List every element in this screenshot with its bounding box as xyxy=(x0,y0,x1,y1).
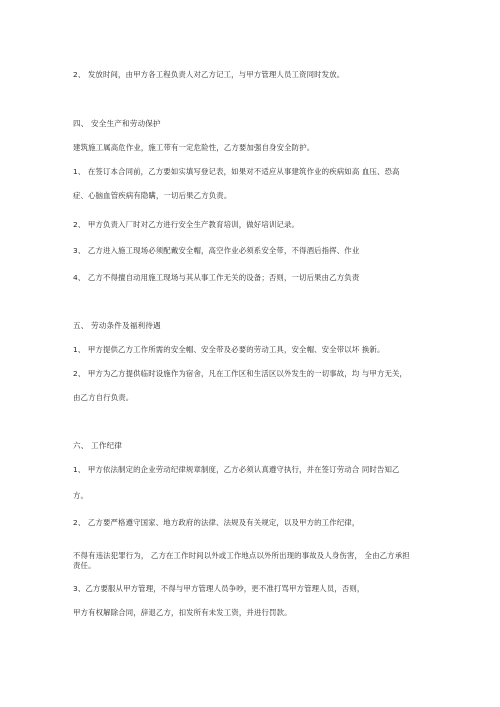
paragraph-line: 3、 乙方进入施工现场必须配戴安全帽，高空作业必须系安全带，不得酒后指挥、作业 xyxy=(73,246,360,255)
paragraph-line: 由乙方自行负责。 xyxy=(73,393,134,402)
paragraph-line: 2、 发放时间，由甲方各工程负责人对乙方记工，与甲方管理人员工资同时发放。 xyxy=(73,70,345,79)
paragraph-line: 1、 在签订本合同前，乙方要如实填写登记表，如果对不适应从事建筑作业的疾病如高 血压、恐高 xyxy=(73,167,400,176)
paragraph-line: 甲方有权解除合同，辞退乙方，扣发所有未发工资，并进行罚款。 xyxy=(73,608,292,617)
paragraph-line: 1、 甲方提供乙方工作所需的安全帽、安全带及必要的劳动工具，安全帽、安全带以坏 换新。 xyxy=(73,345,385,354)
paragraph-line: 责任。 xyxy=(73,561,96,570)
paragraph-line: 2、 甲方负责入厂时对乙方进行安全生产教育培训，做好培训记录。 xyxy=(73,220,300,229)
paragraph-line: 不得有违法犯罪行为， 乙方在工作时间以外或工作地点以外所出现的事故及人身伤害， 全由乙方承担 xyxy=(73,551,410,560)
section-heading: 五、 劳动条件及福利待遇 xyxy=(73,321,161,330)
paragraph-line: 症、心脑血管疾病有隐瞒，一切后果乙方负责。 xyxy=(73,191,232,200)
section-heading: 六、 工作纪律 xyxy=(73,441,123,450)
section-heading: 四、 安全生产和劳动保护 xyxy=(73,119,161,128)
paragraph-line: 方。 xyxy=(73,491,89,500)
paragraph-line: 建筑施工属高危作业，施工带有一定危险性，乙方要加强自身安全防护。 xyxy=(73,143,315,152)
paragraph-line: 4、 乙方不得擅自动用施工现场与其从事工作无关的设备；否则，一切后果由乙方负责 xyxy=(73,273,360,282)
paragraph-line: 2、 乙方要严格遵守国家、地方政府的法律、法规及有关规定，以及甲方的工作纪律， xyxy=(73,518,360,527)
paragraph-line: 3、乙方要服从甲方管理，不得与甲方管理人员争吵，更不准打骂甲方管理人员，否则， xyxy=(73,584,365,593)
paragraph-line: 2、 甲方为乙方提供临时设施作为宿舍，凡在工作区和生活区以外发生的一切事故，均 与甲方无关， xyxy=(73,369,408,378)
paragraph-line: 1、 甲方依法制定的企业劳动纪律规章制度，乙方必须认真遵守执行，并在签订劳动合 同时告知乙 xyxy=(73,465,400,474)
